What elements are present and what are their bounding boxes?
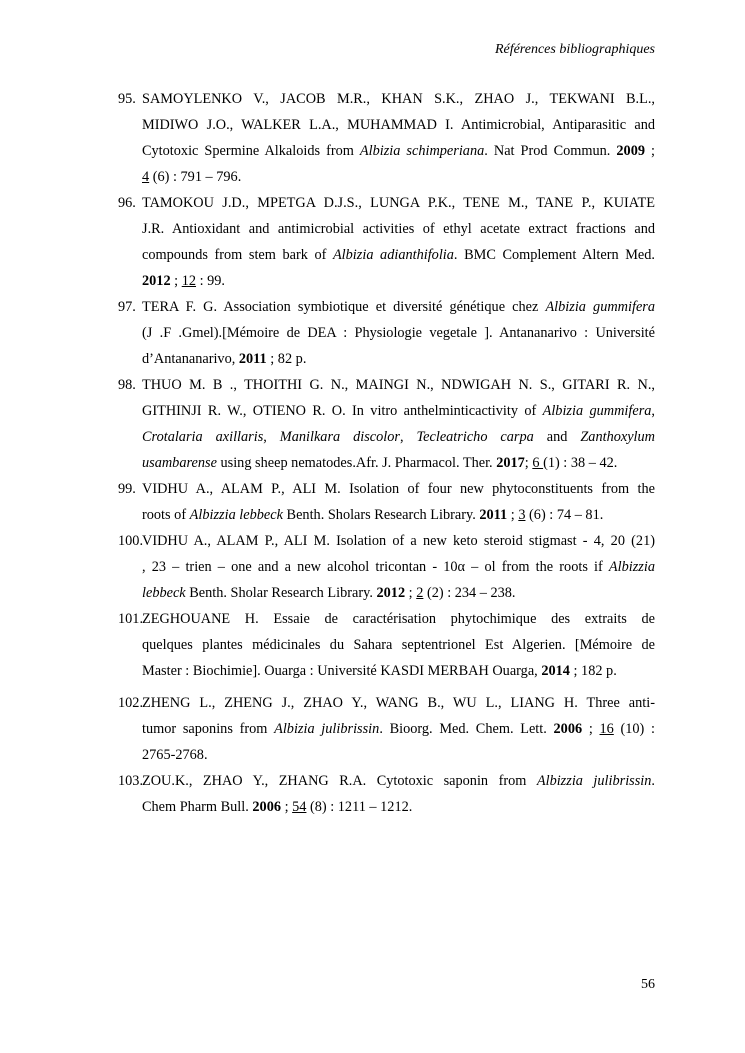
reference-text: ; [507, 507, 519, 523]
reference-text: ZEGHOUANE H. Essaie de caractérisation phytochimique des extraits de [142, 611, 655, 627]
reference-text: (J .F .Gmel).[Mémoire de DEA : Physiologie vegetale ]. Antananarivo : Université [142, 325, 655, 341]
reference-text: VIDHU A., ALAM P., ALI M. Isolation of four new phytoconstituents from the [142, 481, 655, 497]
reference-line [142, 138, 655, 164]
reference-line [142, 86, 655, 112]
reference-text: and [533, 429, 581, 445]
reference-number: 101. [118, 611, 144, 627]
reference-text: tumor saponins from [142, 721, 275, 737]
reference-line [142, 164, 655, 190]
volume-number: 3 [518, 507, 526, 523]
volume-number: 4 [142, 169, 150, 185]
reference-number: 98. [118, 377, 136, 393]
reference-text: ; [170, 273, 182, 289]
volume-number: 2 [416, 585, 424, 601]
reference-text: Master : Biochimie]. Ouarga : Université KASDI MERBAH Ouarga, [142, 663, 542, 679]
reference-text: ; 82 p. [266, 351, 307, 367]
reference-line [142, 450, 655, 476]
reference-list [118, 86, 655, 820]
species-name: usambarense [142, 455, 217, 471]
reference-entry [118, 86, 655, 190]
publication-year: 2011 [238, 351, 267, 367]
species-name: lebbeck [142, 585, 186, 601]
reference-text: quelques plantes médicinales du Sahara septentrionel Est Algerien. [Mémoire de [142, 637, 655, 653]
reference-entry [118, 476, 655, 528]
reference-line [142, 294, 655, 320]
publication-year: 2006 [252, 799, 281, 815]
species-name: Albizia gummifera [542, 403, 652, 419]
reference-line [142, 346, 655, 372]
volume-number: 12 [181, 273, 197, 289]
reference-text: 2765-2768. [142, 747, 208, 763]
reference-text: Chem Pharm Bull. [142, 799, 253, 815]
reference-text: , 23 – trien – one and a new alcohol tricontan - 10α – ol from the roots if [142, 559, 609, 575]
reference-text: , [399, 429, 417, 445]
reference-entry [118, 294, 655, 372]
reference-text: (1) : 38 – 42. [543, 455, 618, 471]
reference-text: THUO M. B ., THOITHI G. N., MAINGI N., NDWIGAH N. S., GITARI R. N., [142, 377, 655, 393]
reference-text: ; [405, 585, 417, 601]
reference-line [142, 768, 655, 794]
running-header: Références bibliographiques [494, 42, 655, 57]
reference-text: . Bioorg. Med. Chem. Lett. [379, 721, 554, 737]
reference-text: ; [582, 721, 600, 737]
reference-line [142, 320, 655, 346]
reference-line [142, 112, 655, 138]
reference-line [142, 528, 655, 554]
reference-number: 102. [118, 695, 144, 711]
reference-text: (2) : 234 – 238. [423, 585, 516, 601]
reference-line [142, 372, 655, 398]
reference-line [142, 502, 655, 528]
reference-text: using sheep nematodes.Afr. J. Pharmacol. Ther. [216, 455, 497, 471]
publication-year: 2017 [496, 455, 525, 471]
reference-text: VIDHU A., ALAM P., ALI M. Isolation of a new keto steroid stigmast - 4, 20 (21) [142, 533, 655, 549]
reference-text: ZHENG L., ZHENG J., ZHAO Y., WANG B., WU L., LIANG H. Three anti- [142, 695, 655, 711]
reference-line [142, 580, 655, 606]
reference-text: ; 182 p. [569, 663, 617, 679]
reference-text: Benth. Sholar Research Library. [185, 585, 377, 601]
species-name: Albizia adianthifolia [332, 247, 454, 263]
page-number: 56 [641, 977, 655, 992]
publication-year: 2012 [376, 585, 406, 601]
reference-text: Benth. Sholars Research Library. [282, 507, 480, 523]
reference-text: ; [524, 455, 533, 471]
volume-number: 6 [532, 455, 544, 471]
reference-entry [118, 768, 655, 820]
reference-text: . Nat Prod Commun. [484, 143, 617, 159]
reference-text: TERA F. G. Association symbiotique et diversité génétique chez [142, 299, 546, 315]
reference-entry [118, 372, 655, 476]
reference-text: (6) : 74 – 81. [525, 507, 604, 523]
species-name: Tecleatricho carpa [416, 429, 534, 445]
reference-number: 95. [118, 91, 136, 107]
reference-number: 99. [118, 481, 136, 497]
reference-line [142, 690, 655, 716]
reference-text: ZOU.K., ZHAO Y., ZHANG R.A. Cytotoxic saponin from [142, 773, 537, 789]
reference-text: J.R. Antioxidant and antimicrobial activities of ethyl acetate extract fractions and [142, 221, 655, 237]
reference-entry [118, 690, 655, 768]
reference-line [142, 632, 655, 658]
reference-text: GITHINJI R. W., OTIENO R. O. In vitro anthelminticactivity of [142, 403, 543, 419]
reference-text: : 99. [196, 273, 226, 289]
reference-line [142, 606, 655, 632]
reference-line [142, 716, 655, 742]
reference-text: (10) : [613, 721, 655, 737]
reference-text: d’Antananarivo, [142, 351, 239, 367]
species-name: Albizia julibrissin [274, 721, 380, 737]
reference-line [142, 398, 655, 424]
reference-line [142, 242, 655, 268]
reference-number: 100. [118, 533, 144, 549]
reference-line [142, 794, 655, 820]
reference-number: 97. [118, 299, 136, 315]
species-name: Zanthoxylum [580, 429, 655, 445]
volume-number: 54 [292, 799, 307, 815]
reference-text: Cytotoxic Spermine Alkaloids from [142, 143, 360, 159]
reference-text: TAMOKOU J.D., MPETGA D.J.S., LUNGA P.K., TENE M., TANE P., KUIATE [142, 195, 655, 211]
reference-text: SAMOYLENKO V., JACOB M.R., KHAN S.K., ZHAO J., TEKWANI B.L., [142, 91, 655, 107]
reference-text: . BMC Complement Altern Med. [453, 247, 655, 263]
reference-text: (8) : 1211 – 1212. [306, 799, 413, 815]
reference-text: ; [645, 143, 655, 159]
species-name: Albizia schimperiana [359, 143, 485, 159]
publication-year: 2011 [479, 507, 508, 523]
species-name: Albizzia julibrissin [536, 773, 652, 789]
reference-text: , [263, 429, 280, 445]
reference-number: 96. [118, 195, 136, 211]
reference-text: (6) : 791 – 796. [149, 169, 242, 185]
publication-year: 2012 [142, 273, 171, 289]
publication-year: 2006 [553, 721, 583, 737]
reference-text: roots of [142, 507, 190, 523]
reference-line [142, 190, 655, 216]
reference-line [142, 742, 655, 768]
reference-line [142, 216, 655, 242]
publication-year: 2014 [541, 663, 570, 679]
reference-number: 103. [118, 773, 144, 789]
species-name: Albizzia lebbeck [189, 507, 283, 523]
reference-line [142, 554, 655, 580]
reference-line [142, 268, 655, 294]
reference-text: compounds from stem bark of [142, 247, 333, 263]
reference-text: , [651, 403, 655, 419]
reference-text: MIDIWO J.O., WALKER L.A., MUHAMMAD I. Antimicrobial, Antiparasitic and [142, 117, 655, 133]
reference-text: ; [281, 799, 293, 815]
reference-line [142, 476, 655, 502]
volume-number: 16 [599, 721, 614, 737]
reference-line [142, 658, 655, 684]
reference-entry [118, 528, 655, 606]
reference-text: . [651, 773, 655, 789]
species-name: Albizzia [608, 559, 655, 575]
reference-line [142, 424, 655, 450]
reference-entry [118, 190, 655, 294]
species-name: Albizia gummifera [545, 299, 655, 315]
publication-year: 2009 [616, 143, 645, 159]
species-name: Manilkara discolor [279, 429, 400, 445]
reference-entry [118, 606, 655, 684]
species-name: Crotalaria axillaris [142, 429, 264, 445]
